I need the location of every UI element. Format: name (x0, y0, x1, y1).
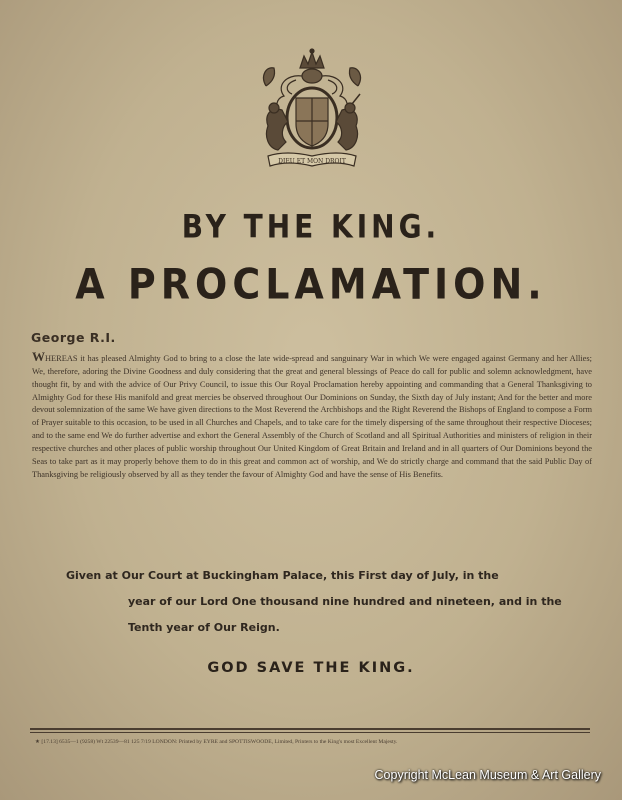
copyright-watermark: Copyright McLean Museum & Art Gallery (374, 768, 601, 782)
signer-name: George R.I. (31, 330, 116, 345)
footer-rule-thin (30, 732, 590, 733)
given-line-2: year of our Lord One thousand nine hundred and nineteen, and in the (128, 595, 562, 608)
given-line-1: Given at Our Court at Buckingham Palace, this First day of July, in the (66, 569, 499, 582)
given-at-court (66, 563, 562, 641)
printer-imprint: ★ [17.13] 6535—1 (9258) Wt 22539—81 125 7/19 LONDON: Printed by EYRE and SPOTTISWOODE, Limited, Printers to the King's most Excellent Majesty. (35, 739, 398, 745)
motto-text: DIEU ET MON DROIT (278, 158, 346, 165)
dropcap: W (32, 349, 45, 364)
given-line-3: Tenth year of Our Reign. (128, 621, 280, 634)
heading-a-proclamation: A PROCLAMATION. (75, 259, 547, 309)
heading-by-the-king: BY THE KING. (181, 207, 441, 246)
footer-rule-thick (30, 728, 590, 730)
closing-god-save-the-king: GOD SAVE THE KING. (207, 660, 415, 676)
body-paragraph: HEREAS it has pleased Almighty God to bring to a close the late wide-spread and sanguinary War in which We were engaged against Germany and her Allies; We, therefore, adoring the Divine Goodness and duly considering that the great and general blessings of Peace do call for public and solemn acknowledgment, have thought fit, by and with the advice of Our Privy Council, to issue this Our Royal Proclamation hereby appointing and commanding that a General Thanksgiving to Almighty God for these His manifold and great mercies be observed throughout Our Dominions on Sunday, the Sixth day of July instant; And for the better and more devout solemnization of the same We have given directions to the Most Reverend the Archbishops and the Right Reverend the Bishops of England to compose a Form of Prayer suitable to this occasion, to be used in all Churches and Chapels, and to take care for the timely dispersing of the same throughout their respective Dioceses; and to the same end We do further advertise and exhort the General Assembly of the Church of Scotland and all Spiritual Authorities and ministers of religion in their respective churches and other places of public worship throughout Our United Kingdom of Great Britain and Ireland and in all quarters of Our Dominions beyond the Seas to take part as it may properly behove them to do in this great and common act of worship, and We do strictly charge and command that the said Public Day of Thanksgiving be religiously observed by all as they tender the favour of Almighty God and have the sense of His Benefits. (32, 354, 592, 479)
proclamation-body (32, 351, 592, 481)
royal-coat-of-arms (246, 46, 378, 176)
